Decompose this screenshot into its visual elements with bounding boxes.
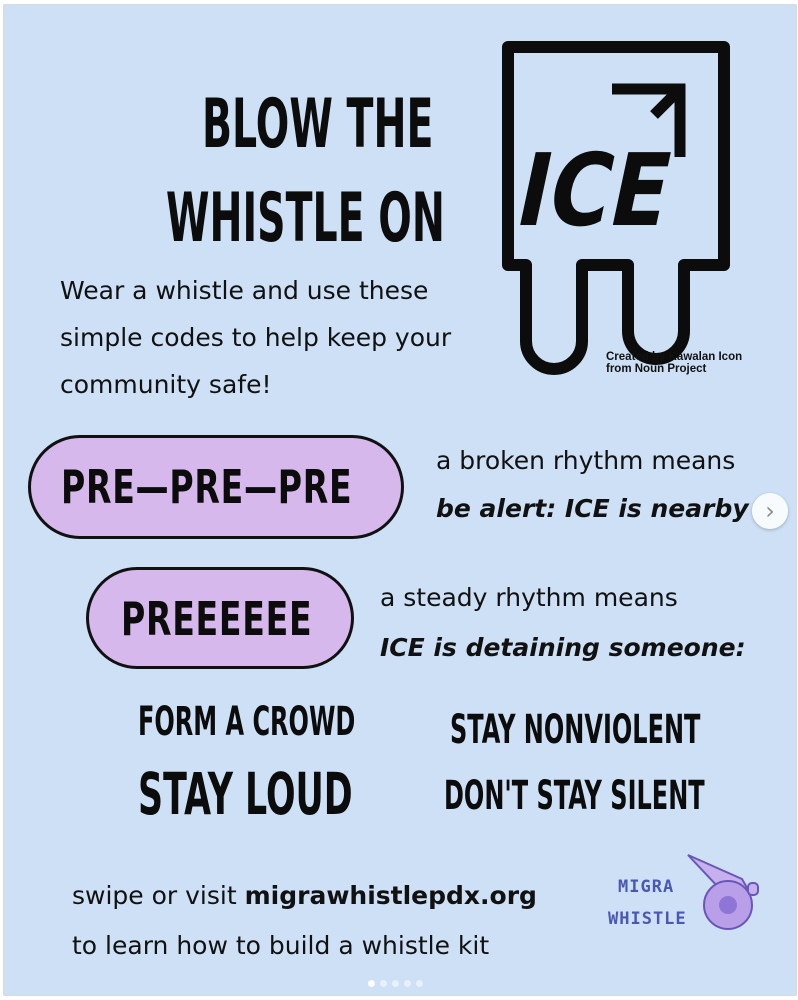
carousel-dot: [392, 980, 399, 987]
code-sound-steady: PREEEEEE: [121, 592, 313, 646]
credit-line-2: from Noun Project: [606, 363, 707, 375]
intro-line-2: simple codes to help keep your: [60, 323, 452, 352]
code-desc-broken-line-2: [436, 494, 749, 524]
carousel-indicator: [368, 980, 423, 987]
code-pill-broken: [28, 435, 404, 539]
title-line-2: WHISTLE ON: [166, 179, 445, 258]
carousel-dot: [416, 980, 423, 987]
carousel-dot: [380, 980, 387, 987]
credit-line-1: Created by Kawalan Icon: [606, 351, 743, 363]
migra-logo-line-1: MIGRA: [618, 877, 675, 897]
footer-line-2: to learn how to build a whistle kit: [72, 931, 490, 960]
carousel-dot: [368, 980, 375, 987]
icon-credit: [606, 351, 742, 375]
whistle-icon: [680, 845, 768, 937]
title-line-1: BLOW THE: [202, 85, 434, 164]
ice-melting-icon: [494, 39, 734, 379]
code-desc-broken-line-1: a broken rhythm means: [436, 446, 736, 475]
intro-line-1: Wear a whistle and use these: [60, 276, 429, 305]
action-stay-loud: STAY LOUD: [138, 760, 353, 828]
intro-line-3: community safe!: [60, 370, 272, 399]
carousel-next-button[interactable]: [752, 493, 788, 529]
footer-prefix: swipe or visit: [72, 881, 245, 910]
code-desc-steady-line-1: a steady rhythm means: [380, 583, 678, 612]
ice-logo-text: ICE: [507, 132, 712, 249]
code-desc-steady-line-2: [380, 633, 746, 663]
carousel-dot: [404, 980, 411, 987]
code-sound-broken: PRE—PRE—PRE: [61, 460, 353, 514]
footer-link: migrawhistlepdx.org: [244, 881, 537, 910]
chevron-right-icon: ›: [765, 497, 775, 525]
intro-text: [60, 267, 500, 408]
action-dont-stay-silent: DON'T STAY SILENT: [444, 773, 705, 819]
code-desc-steady-emphasis: ICE is detaining someone:: [380, 633, 746, 662]
action-form-crowd: FORM A CROWD: [138, 699, 356, 745]
migra-logo-line-2: WHISTLE: [608, 909, 687, 929]
action-stay-nonviolent: STAY NONVIOLENT: [450, 707, 701, 753]
post-image: [3, 4, 797, 996]
code-desc-broken-emphasis: be alert: ICE is nearby: [436, 494, 749, 523]
footer-line-1: [72, 881, 537, 910]
code-pill-steady: [86, 567, 354, 669]
